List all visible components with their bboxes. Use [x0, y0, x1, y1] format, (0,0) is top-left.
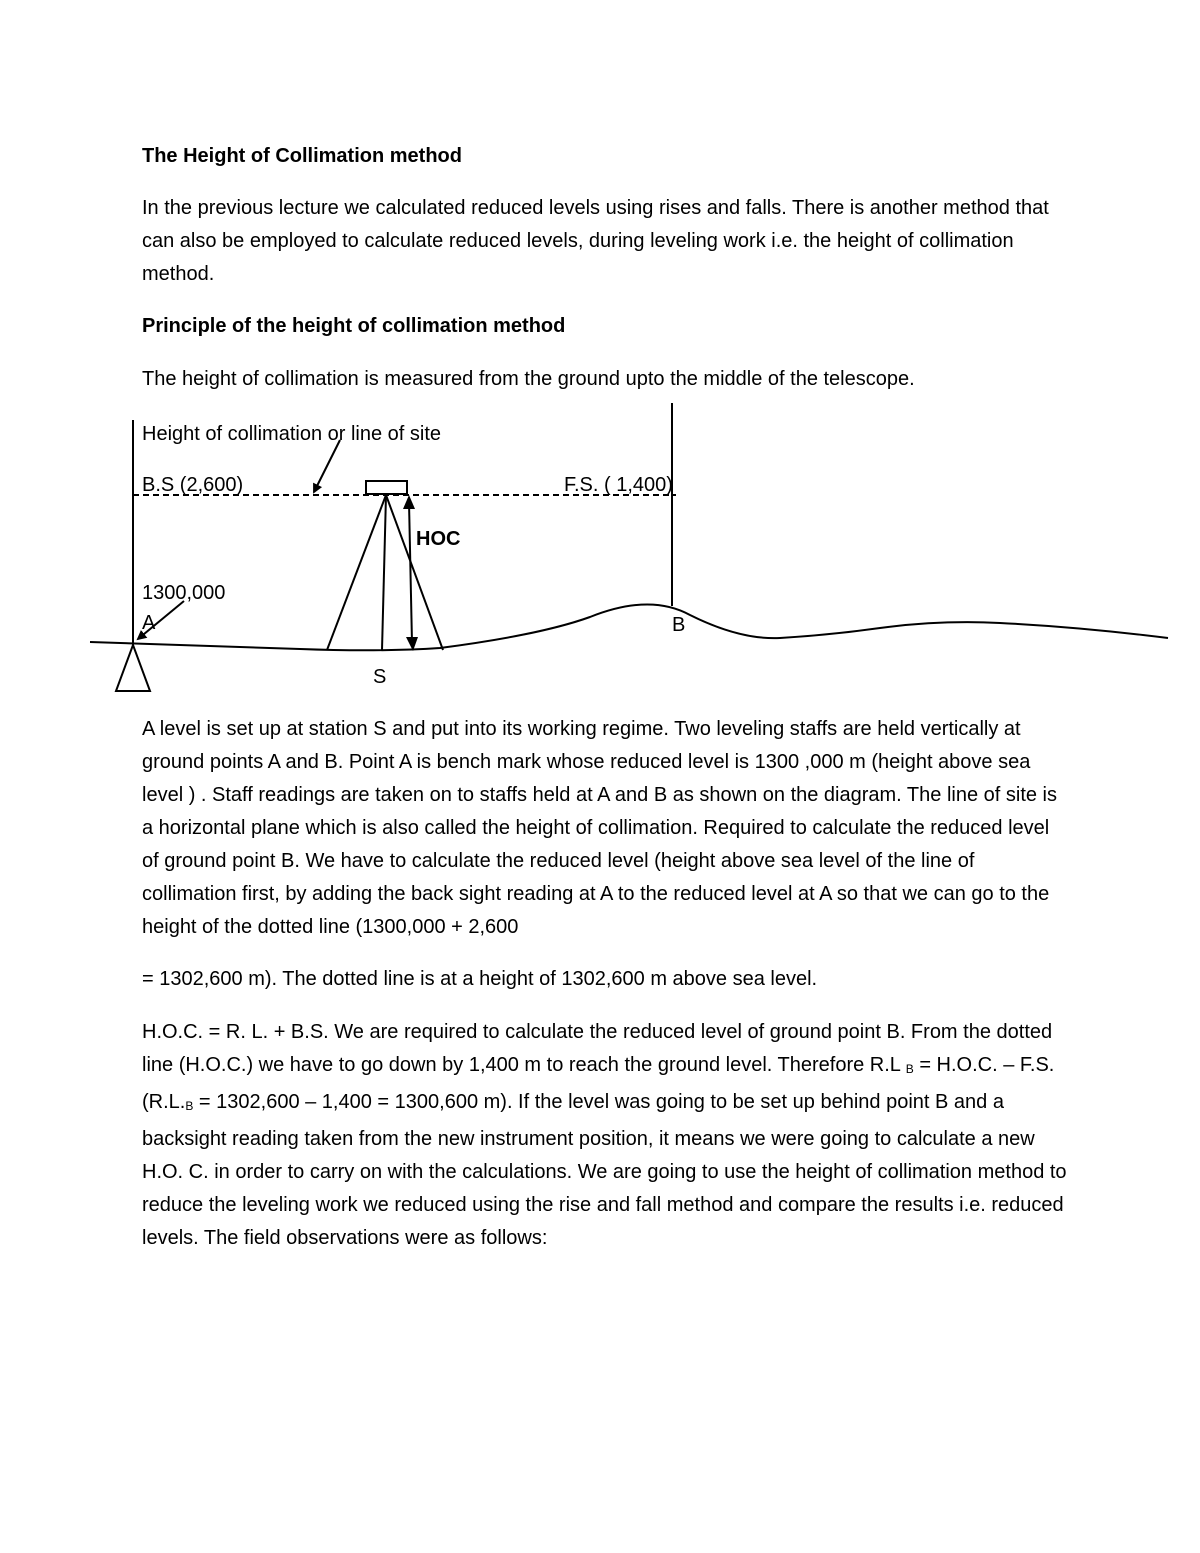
point-b-label: B [672, 614, 686, 636]
tripod-leg-left [327, 495, 386, 650]
collimation-line-label: Height of collimation or line of site [142, 423, 442, 445]
hoc-label: HOC [416, 528, 461, 550]
bench-mark-triangle [116, 645, 150, 691]
hoc-arrow [409, 502, 412, 643]
fore-sight-label: F.S. ( 1,400) [564, 474, 673, 496]
formula-text-part-2: = H.O.C. – F.S. (R.L. [142, 1054, 1055, 1113]
telescope [366, 481, 407, 494]
back-sight-label: B.S (2,600) [142, 474, 244, 496]
collimation-pointer-arrow [314, 440, 340, 492]
point-a-label: A [142, 612, 156, 634]
reduced-level-label: 1300,000 [142, 582, 226, 604]
hoc-arrow-head-top [403, 495, 415, 509]
collimation-diagram [0, 395, 1200, 705]
station-s-label: S [373, 666, 387, 688]
tripod-leg-center [382, 495, 386, 650]
dotted-line-paragraph: = 1302,600 m). The dotted line is at a height of 1302,600 m above sea level. [142, 968, 818, 990]
intro-paragraph: In the previous lecture we calculated reduced levels using rises and falls. There is another method that can also be employed to calculate reduced levels, during leveling work i.e. the height of collimation method. [142, 197, 1049, 285]
subscript-b-1: B [905, 1062, 914, 1076]
ground-line [90, 604, 1168, 650]
principle-heading: Principle of the height of collimation method [142, 315, 566, 337]
formula-paragraph [142, 1016, 1067, 1255]
explanation-paragraph: A level is set up at station S and put into its working regime. Two leveling staffs are held vertically at ground points A and B. Point A is bench mark whose reduced level is 1300 ,000 m (height above sea level ) . Staff readings are taken on to staffs held at A and B as shown on the diagram. The line of site is a horizontal plane which is also called the height of collimation. Required to calculate the reduced level of ground point B. We have to calculate the reduced level (height above sea level of the line of collimation first, by adding the back sight reading at A to the reduced level at A so that we can go to the height of the dotted line (1300,000 + 2,600 [142, 718, 1057, 938]
subscript-b-2: B [185, 1099, 194, 1113]
document-title: The Height of Collimation method [142, 145, 462, 167]
principle-paragraph: The height of collimation is measured from the ground upto the middle of the telescope. [142, 368, 915, 390]
formula-text-part-3: = 1302,600 – 1,400 = 1300,600 m). If the level was going to be set up behind point B and a backsight reading taken from the new instrument position, it means we were going to calculate a new H.O. C. in order to carry on with the calculations. We are going to use the height of collimation method to reduce the leveling work we reduced using the rise and fall method and compare the results i.e. reduced levels. The field observations were as follows: [142, 1091, 1067, 1249]
formula-text-part-1: H.O.C. = R. L. + B.S. We are required to calculate the reduced level of ground point B. From the dotted line (H.O.C.) we have to go down by 1,400 m to reach the ground level. Therefore R.L [142, 1021, 1053, 1076]
tripod-leg-right [386, 495, 443, 650]
